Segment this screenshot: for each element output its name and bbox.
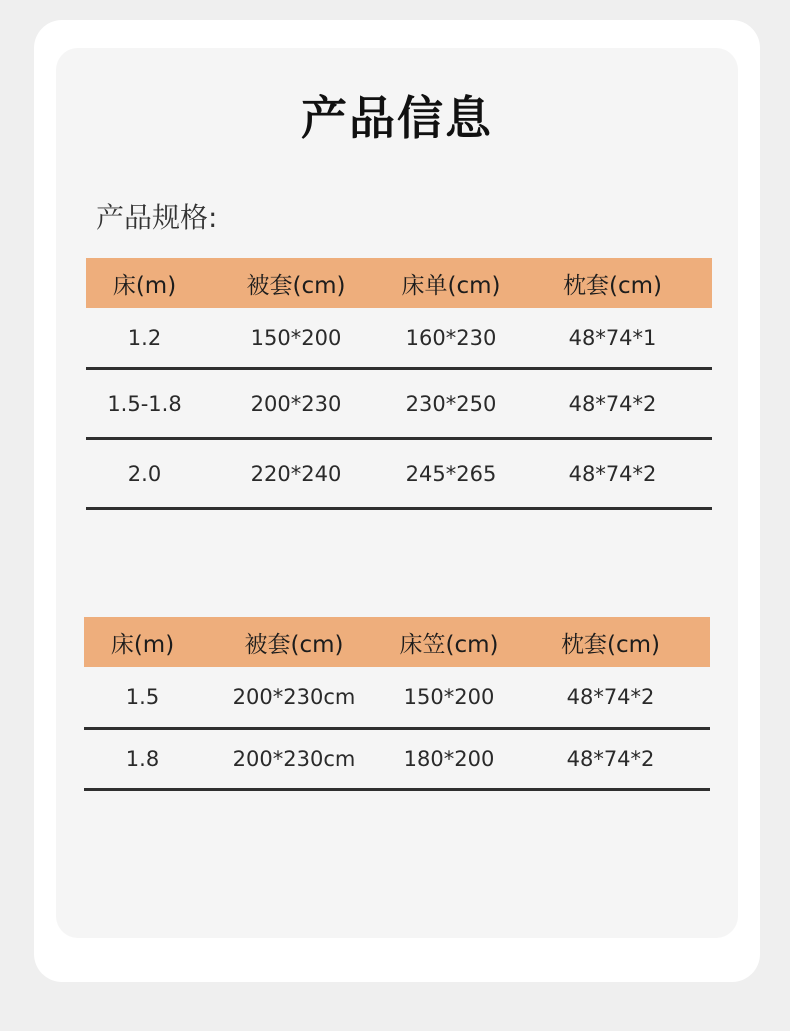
header-bed-sheet: 床单(cm) [401,272,501,299]
table-header [86,258,712,308]
header-duvet-cover: 被套(cm) [246,272,346,299]
spec-label: 产品规格: [96,201,218,234]
spec-table-fitted [84,617,710,791]
page-title: 产品信息 [301,91,493,145]
cell-pillowcase: 48*74*2 [568,391,657,416]
cell-duvet-cover: 150*200 [250,325,342,350]
product-info-panel [56,48,738,938]
cell-duvet-cover: 200*230cm [232,747,356,771]
cell-pillowcase: 48*74*2 [566,747,655,771]
cell-bed-size: 1.5-1.8 [107,391,182,416]
table-row [86,308,712,370]
cell-duvet-cover: 220*240 [250,461,342,486]
header-duvet-cover: 被套(cm) [244,631,344,658]
cell-bed-size: 1.5 [125,685,160,709]
cell-fitted-sheet: 180*200 [403,747,495,771]
header-pillowcase: 枕套(cm) [561,631,660,658]
table-row [84,730,710,791]
table-row [86,440,712,510]
cell-bed-sheet: 230*250 [405,391,497,416]
cell-fitted-sheet: 150*200 [403,685,495,709]
cell-bed-size: 1.8 [125,747,160,771]
header-pillowcase: 枕套(cm) [563,272,662,299]
cell-pillowcase: 48*74*1 [568,325,657,350]
table-row [86,370,712,440]
cell-bed-sheet: 160*230 [405,325,497,350]
cell-bed-size: 1.2 [127,325,162,350]
table-row [84,667,710,730]
cell-pillowcase: 48*74*2 [566,685,655,709]
header-bed-size: 床(m) [112,272,177,299]
header-fitted-sheet: 床笠(cm) [399,631,499,658]
product-info-card [34,20,760,982]
spec-table-sheet [86,258,712,510]
cell-pillowcase: 48*74*2 [568,461,657,486]
table-header [84,617,710,667]
cell-duvet-cover: 200*230 [250,391,342,416]
cell-bed-size: 2.0 [127,461,162,486]
cell-bed-sheet: 245*265 [405,461,497,486]
cell-duvet-cover: 200*230cm [232,685,356,709]
header-bed-size: 床(m) [110,631,175,658]
